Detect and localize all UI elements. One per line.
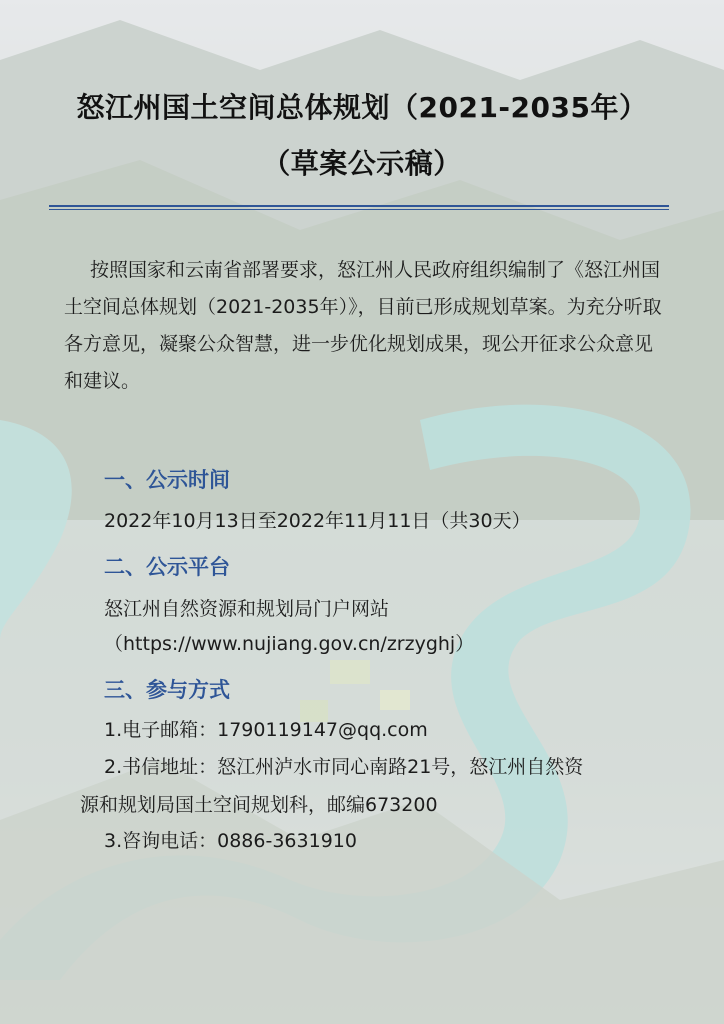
document-subtitle: （草案公示稿） xyxy=(262,147,462,180)
platform-url-link[interactable]: （https://www.nujiang.gov.cn/zrzyghj） xyxy=(104,633,475,655)
intro-text: 按照国家和云南省部署要求，怒江州人民政府组织编制了《怒江州国土空间总体规划（2021-2035年）》，目前已形成规划草案。为充分听取各方意见，凝聚公众智慧，进一步优化规划成果，现公开征求公众意见和建议。 xyxy=(64,259,662,392)
contact-email[interactable]: 1.电子邮箱：1790119147@qq.com xyxy=(104,719,428,741)
publicity-period: 2022年10月13日至2022年11月11日（共30天） xyxy=(104,510,531,532)
section-heading-participation: 三、参与方式 xyxy=(104,678,230,702)
title-divider-thin xyxy=(49,209,669,210)
platform-name: 怒江州自然资源和规划局门户网站 xyxy=(104,598,390,620)
mailing-address-line1: 2.书信地址：怒江州泸水市同心南路21号，怒江州自然资 xyxy=(104,756,584,778)
title-divider-thick xyxy=(49,205,669,207)
section-heading-time: 一、公示时间 xyxy=(104,468,230,492)
section-heading-platform: 二、公示平台 xyxy=(104,555,230,579)
document-title: 怒江州国土空间总体规划（2021-2035年） xyxy=(76,91,648,124)
mailing-address-line2: 源和规划局国土空间规划科，邮编673200 xyxy=(80,794,438,816)
contact-phone: 3.咨询电话：0886-3631910 xyxy=(104,830,357,852)
intro-paragraph xyxy=(64,252,664,400)
